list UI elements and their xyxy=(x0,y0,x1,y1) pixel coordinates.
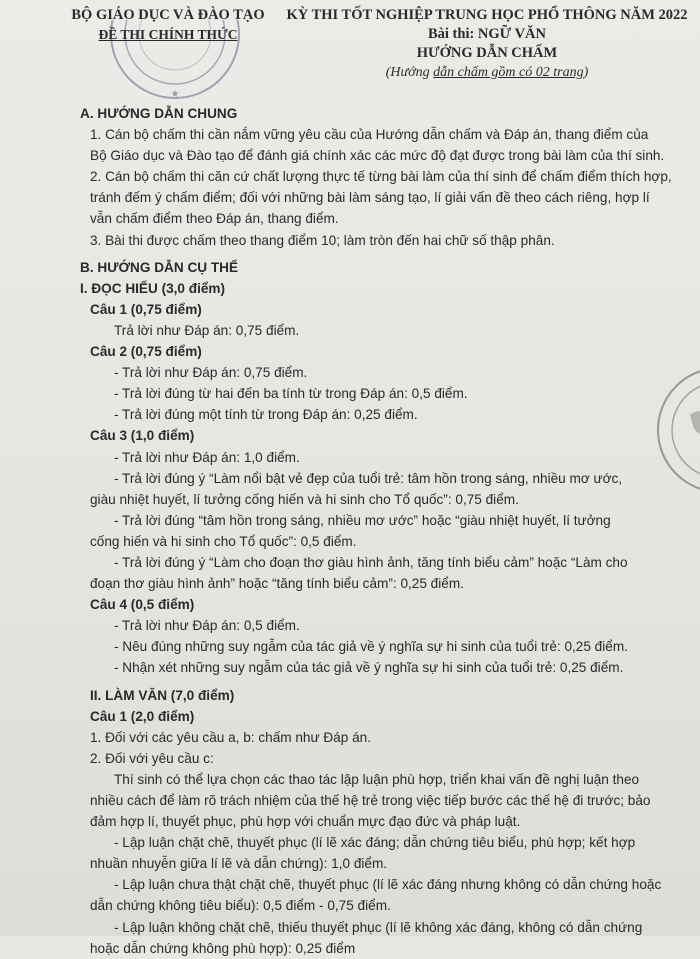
question-1-title: Câu 1 (0,75 điểm) xyxy=(90,301,202,317)
part-1-title: I. ĐỌC HIỂU (3,0 điểm) xyxy=(80,280,226,296)
writing-question-1-line: đảm hợp lí, thuyết phục, phù hợp với chuẩn mực đạo đức và pháp luật. xyxy=(90,814,521,830)
section-a-line: tránh đếm ý chấm điểm; đối với những bài làm sáng tạo, lí giải vấn đề theo cách riêng, hợp lí xyxy=(90,190,650,206)
writing-question-1-line: - Lập luận chặt chẽ, thuyết phục (lí lẽ xác đáng; dẫn chứng tiêu biểu, phù hợp; kết hợp xyxy=(114,835,636,851)
page-count-note: (Hướng dẫn chấm gồm có 02 trang) xyxy=(385,65,589,80)
question-4-title: Câu 4 (0,5 điểm) xyxy=(90,597,195,613)
document-body xyxy=(80,103,680,959)
question-3-line: - Trả lời như Đáp án: 1,0 điểm. xyxy=(114,449,300,465)
page-count-note-underlined: dẫn chấm gồm có 02 trang xyxy=(433,65,584,80)
document-title: HƯỚNG DẪN CHẤM xyxy=(416,45,558,61)
question-3-line: đoạn thơ giàu hình ảnh” hoặc “tăng tính biểu cảm”: 0,25 điểm. xyxy=(90,576,464,592)
question-3-line: cống hiến và hi sinh cho Tổ quốc”: 0,5 điểm. xyxy=(90,533,357,549)
writing-question-1-line: dẫn chứng không tiêu biểu): 0,5 điểm - 0,75 điểm. xyxy=(90,898,391,914)
question-2-title: Câu 2 (0,75 điểm) xyxy=(90,344,202,360)
question-1-line: Trả lời như Đáp án: 0,75 điểm. xyxy=(114,322,300,338)
question-3-line: - Trả lời đúng ý “Làm nổi bật vẻ đẹp của tuổi trẻ: tâm hồn trong sáng, nhiều mơ ước, xyxy=(114,470,623,486)
question-3-line: - Trả lời đúng ý “Làm cho đoạn thơ giàu hình ảnh, tăng tính biểu cảm” hoặc “Làm cho xyxy=(114,554,628,570)
official-exam-label: ĐỀ THI CHÍNH THỨC xyxy=(98,27,238,42)
question-3-line: - Trả lời đúng “tâm hồn trong sáng, nhiều mơ ước” hoặc “giàu nhiệt huyết, lí tưởng xyxy=(114,512,611,528)
writing-question-1-line: nhiều cách để làm rõ trách nhiệm của thế hệ trẻ trong việc tiếp bước các thế hệ đi trước; bảo xyxy=(90,793,651,808)
question-4-line: - Nêu đúng những suy ngẫm của tác giả về ý nghĩa sự hi sinh của tuổi trẻ: 0,25 điểm. xyxy=(114,639,628,655)
writing-question-1-line: hoặc dẫn chứng không phù hợp): 0,25 điểm xyxy=(90,940,356,956)
subject-name: Bài thi: NGỮ VĂN xyxy=(427,26,547,42)
section-b-title: B. HƯỚNG DẪN CỤ THỂ xyxy=(80,259,239,275)
question-4-line: - Nhận xét những suy ngẫm của tác giả về ý nghĩa sự hi sinh của tuổi trẻ: 0,25 điểm. xyxy=(114,660,624,676)
writing-question-1-line: - Lập luận chưa thật chặt chẽ, thuyết phục (lí lẽ xác đáng nhưng không có dẫn chứng hoặc xyxy=(114,877,662,893)
writing-question-1-line: 2. Đối với yêu cầu c: xyxy=(90,750,214,766)
svg-text:★: ★ xyxy=(170,89,180,100)
question-2-line: - Trả lời đúng một tính từ trong Đáp án: 0,25 điểm. xyxy=(114,407,418,423)
header-right xyxy=(282,6,692,82)
question-4-line: - Trả lời như Đáp án: 0,5 điểm. xyxy=(114,618,300,634)
writing-question-1-title: Câu 1 (2,0 điểm) xyxy=(90,708,195,724)
ministry-name: BỘ GIÁO DỤC VÀ ĐÀO TẠO xyxy=(71,7,265,23)
writing-question-1-line: 1. Đối với các yêu cầu a, b: chấm như Đáp án. xyxy=(90,729,371,745)
section-a-line: Bộ Giáo dục và Đào tạo để đánh giá chính xác các mức độ đạt được trong bài làm của thí sinh. xyxy=(90,148,665,164)
exam-name: KỲ THI TỐT NGHIỆP TRUNG HỌC PHỔ THÔNG NĂM 2022 xyxy=(286,7,688,23)
question-2-line: - Trả lời đúng từ hai đến ba tính từ trong Đáp án: 0,5 điểm. xyxy=(114,386,468,402)
section-a-title: A. HƯỚNG DẪN CHUNG xyxy=(80,106,238,121)
section-a-line: 3. Bài thi được chấm theo thang điểm 10; làm tròn đến hai chữ số thập phân. xyxy=(90,232,555,248)
section-a-line: 1. Cán bộ chấm thi cần nắm vững yêu cầu của Hướng dẫn chấm và Đáp án, thang điểm của xyxy=(90,127,649,143)
writing-question-1-line: nhuần nhuyễn giữa lí lẽ và dẫn chứng): 1,0 điểm. xyxy=(90,856,388,872)
writing-question-1-line: Thí sinh có thể lựa chọn các thao tác lập luận phù hợp, triển khai vấn đề nghị luận theo xyxy=(114,771,640,787)
question-2-line: - Trả lời như Đáp án: 0,75 điểm. xyxy=(114,365,308,381)
writing-question-1-line: - Lập luận không chặt chẽ, thiếu thuyết phục (lí lẽ không xác đáng, không có dẫn chứng xyxy=(114,919,643,935)
part-2-title: II. LÀM VĂN (7,0 điểm) xyxy=(90,687,235,703)
section-a-line: 2. Cán bộ chấm thi căn cứ chất lượng thực tế từng bài làm của thí sinh để chấm điểm thích hợp, xyxy=(90,169,672,185)
question-3-title: Câu 3 (1,0 điểm) xyxy=(90,428,195,444)
section-a-line: vẫn chấm điểm theo Đáp án, thang điểm. xyxy=(90,211,339,227)
header-left xyxy=(68,6,268,44)
question-3-line: giàu nhiệt huyết, lí tưởng cống hiến và hi sinh cho Tổ quốc”: 0,75 điểm. xyxy=(90,491,519,507)
